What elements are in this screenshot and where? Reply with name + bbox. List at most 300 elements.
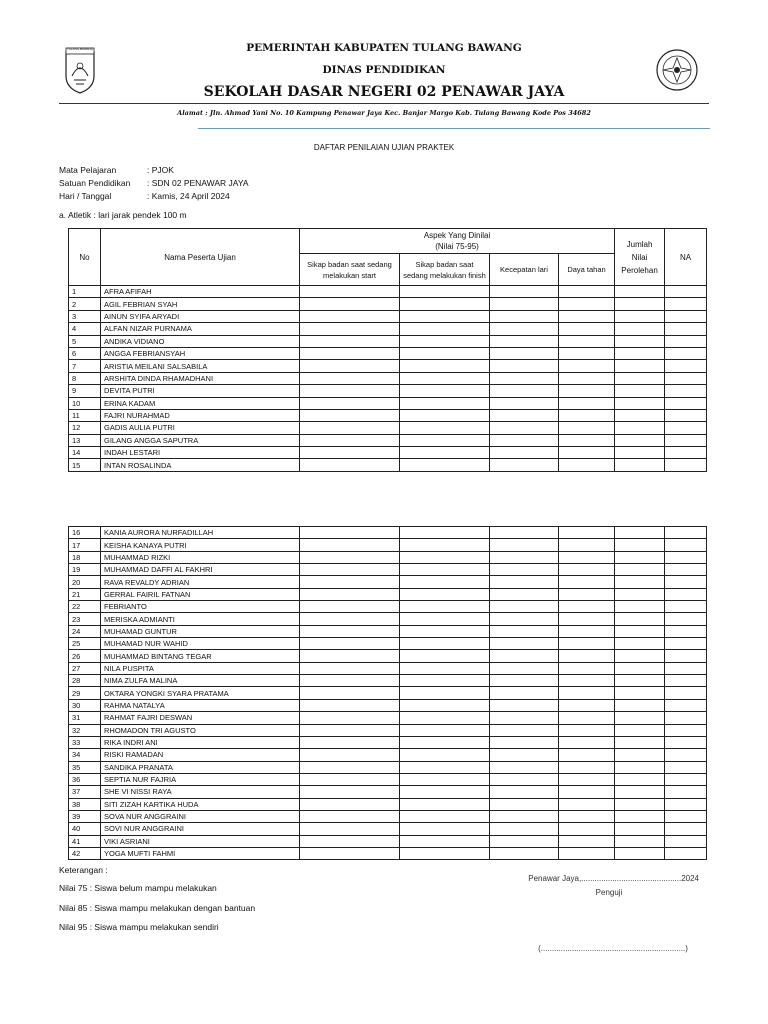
score-cell[interactable] — [559, 724, 615, 736]
score-cell[interactable] — [490, 749, 559, 761]
score-cell[interactable] — [400, 847, 490, 859]
score-cell[interactable] — [615, 650, 665, 662]
row-number: 21 — [69, 588, 101, 600]
score-cell[interactable] — [665, 434, 707, 446]
score-cell[interactable] — [300, 638, 400, 650]
score-cell[interactable] — [490, 588, 559, 600]
score-cell[interactable] — [400, 298, 490, 310]
score-cell[interactable] — [490, 459, 559, 471]
score-cell[interactable] — [490, 397, 559, 409]
score-cell[interactable] — [400, 422, 490, 434]
score-cell[interactable] — [400, 527, 490, 539]
score-cell[interactable] — [400, 650, 490, 662]
score-cell[interactable] — [665, 576, 707, 588]
score-cell[interactable] — [300, 749, 400, 761]
score-cell[interactable] — [615, 601, 665, 613]
score-cell[interactable] — [400, 335, 490, 347]
score-cell[interactable] — [300, 835, 400, 847]
score-cell[interactable] — [615, 409, 665, 421]
score-cell[interactable] — [665, 736, 707, 748]
score-cell[interactable] — [400, 588, 490, 600]
score-cell[interactable] — [400, 564, 490, 576]
score-cell[interactable] — [615, 712, 665, 724]
score-cell[interactable] — [665, 724, 707, 736]
score-cell[interactable] — [300, 335, 400, 347]
table-row — [69, 335, 707, 347]
score-cell[interactable] — [490, 601, 559, 613]
score-cell[interactable] — [615, 773, 665, 785]
score-cell[interactable] — [490, 434, 559, 446]
score-cell[interactable] — [615, 385, 665, 397]
table-row — [69, 773, 707, 785]
score-cell[interactable] — [665, 335, 707, 347]
score-cell[interactable] — [615, 459, 665, 471]
score-cell[interactable] — [400, 576, 490, 588]
score-cell[interactable] — [490, 724, 559, 736]
score-cell[interactable] — [615, 564, 665, 576]
score-cell[interactable] — [615, 422, 665, 434]
score-cell[interactable] — [400, 459, 490, 471]
score-cell[interactable] — [400, 810, 490, 822]
score-cell[interactable] — [300, 310, 400, 322]
score-cell[interactable] — [400, 712, 490, 724]
score-cell[interactable] — [490, 761, 559, 773]
score-cell[interactable] — [490, 323, 559, 335]
score-cell[interactable] — [300, 736, 400, 748]
score-cell[interactable] — [300, 434, 400, 446]
score-cell[interactable] — [559, 298, 615, 310]
score-cell[interactable] — [400, 699, 490, 711]
score-cell[interactable] — [490, 810, 559, 822]
score-cell[interactable] — [400, 360, 490, 372]
score-cell[interactable] — [615, 823, 665, 835]
score-table-2 — [68, 526, 707, 860]
aspect-range: (Nilai 75-95) — [435, 242, 479, 251]
score-cell[interactable] — [559, 310, 615, 322]
table-row — [69, 409, 707, 421]
score-cell[interactable] — [400, 675, 490, 687]
score-cell[interactable] — [615, 625, 665, 637]
score-cell[interactable] — [665, 286, 707, 298]
score-cell[interactable] — [300, 823, 400, 835]
score-cell[interactable] — [490, 310, 559, 322]
score-cell[interactable] — [615, 638, 665, 650]
score-cell[interactable] — [615, 335, 665, 347]
score-cell[interactable] — [490, 576, 559, 588]
score-cell[interactable] — [665, 625, 707, 637]
score-cell[interactable] — [615, 539, 665, 551]
student-name: AFRA AFIFAH — [101, 286, 300, 298]
score-cell[interactable] — [400, 625, 490, 637]
score-cell[interactable] — [665, 687, 707, 699]
score-cell[interactable] — [490, 662, 559, 674]
row-number: 27 — [69, 662, 101, 674]
score-cell[interactable] — [300, 323, 400, 335]
score-cell[interactable] — [615, 736, 665, 748]
score-cell[interactable] — [559, 662, 615, 674]
score-cell[interactable] — [665, 798, 707, 810]
score-cell[interactable] — [490, 539, 559, 551]
table-row — [69, 687, 707, 699]
score-cell[interactable] — [615, 749, 665, 761]
student-name: FEBRIANTO — [101, 601, 300, 613]
score-cell[interactable] — [490, 372, 559, 384]
score-cell[interactable] — [559, 687, 615, 699]
student-name: MUHAMMAD BINTANG TEGAR — [101, 650, 300, 662]
score-cell[interactable] — [559, 638, 615, 650]
score-cell[interactable] — [615, 798, 665, 810]
score-cell[interactable] — [615, 613, 665, 625]
score-cell[interactable] — [300, 650, 400, 662]
score-cell[interactable] — [559, 699, 615, 711]
score-cell[interactable] — [615, 323, 665, 335]
score-cell[interactable] — [400, 409, 490, 421]
score-cell[interactable] — [300, 447, 400, 459]
score-cell[interactable] — [300, 810, 400, 822]
score-cell[interactable] — [400, 724, 490, 736]
student-name: SHE VI NISSI RAYA — [101, 786, 300, 798]
score-cell[interactable] — [615, 310, 665, 322]
score-cell[interactable] — [300, 527, 400, 539]
score-cell[interactable] — [400, 749, 490, 761]
score-cell[interactable] — [665, 323, 707, 335]
score-cell[interactable] — [490, 335, 559, 347]
row-number: 2 — [69, 298, 101, 310]
score-cell[interactable] — [300, 347, 400, 359]
score-cell[interactable] — [559, 459, 615, 471]
score-cell[interactable] — [300, 712, 400, 724]
score-cell[interactable] — [665, 385, 707, 397]
score-cell[interactable] — [559, 761, 615, 773]
score-cell[interactable] — [665, 835, 707, 847]
score-cell[interactable] — [615, 761, 665, 773]
score-cell[interactable] — [665, 409, 707, 421]
score-cell[interactable] — [665, 397, 707, 409]
score-cell[interactable] — [559, 527, 615, 539]
score-cell[interactable] — [300, 699, 400, 711]
score-cell[interactable] — [665, 662, 707, 674]
score-cell[interactable] — [559, 650, 615, 662]
score-cell[interactable] — [559, 397, 615, 409]
score-cell[interactable] — [490, 422, 559, 434]
score-cell[interactable] — [490, 613, 559, 625]
score-cell[interactable] — [490, 847, 559, 859]
score-cell[interactable] — [665, 613, 707, 625]
score-cell[interactable] — [665, 459, 707, 471]
score-cell[interactable] — [559, 749, 615, 761]
row-number: 28 — [69, 675, 101, 687]
score-cell[interactable] — [559, 576, 615, 588]
score-cell[interactable] — [300, 675, 400, 687]
score-cell[interactable] — [665, 564, 707, 576]
score-cell[interactable] — [615, 810, 665, 822]
table-row — [69, 724, 707, 736]
score-cell[interactable] — [490, 687, 559, 699]
score-cell[interactable] — [490, 650, 559, 662]
score-cell[interactable] — [300, 422, 400, 434]
aspect-finish-header: Sikap badan saat sedang melakukan finish — [400, 254, 490, 286]
score-cell[interactable] — [559, 835, 615, 847]
score-cell[interactable] — [615, 397, 665, 409]
student-name: MUHAMMAD RIZKI — [101, 551, 300, 563]
table-row — [69, 662, 707, 674]
row-number: 4 — [69, 323, 101, 335]
score-cell[interactable] — [490, 712, 559, 724]
student-name: GILANG ANGGA SAPUTRA — [101, 434, 300, 446]
score-cell[interactable] — [665, 372, 707, 384]
score-cell[interactable] — [559, 551, 615, 563]
student-name: ARSHITA DINDA RHAMADHANI — [101, 372, 300, 384]
student-name: YOGA MUFTI FAHMI — [101, 847, 300, 859]
score-cell[interactable] — [615, 786, 665, 798]
score-cell[interactable] — [400, 601, 490, 613]
score-cell[interactable] — [559, 613, 615, 625]
score-cell[interactable] — [400, 687, 490, 699]
score-cell[interactable] — [300, 360, 400, 372]
score-cell[interactable] — [400, 539, 490, 551]
score-cell[interactable] — [490, 286, 559, 298]
score-cell[interactable] — [559, 409, 615, 421]
score-cell[interactable] — [559, 786, 615, 798]
score-cell[interactable] — [490, 638, 559, 650]
score-cell[interactable] — [559, 675, 615, 687]
score-cell[interactable] — [615, 527, 665, 539]
score-cell[interactable] — [400, 397, 490, 409]
score-cell[interactable] — [665, 699, 707, 711]
score-cell[interactable] — [665, 761, 707, 773]
score-cell[interactable] — [559, 798, 615, 810]
student-name: INDAH LESTARI — [101, 447, 300, 459]
table-row — [69, 323, 707, 335]
table-row — [69, 613, 707, 625]
score-cell[interactable] — [300, 459, 400, 471]
score-cell[interactable] — [665, 360, 707, 372]
score-cell[interactable] — [300, 551, 400, 563]
score-cell[interactable] — [559, 422, 615, 434]
score-cell[interactable] — [615, 847, 665, 859]
score-cell[interactable] — [400, 323, 490, 335]
score-cell[interactable] — [615, 298, 665, 310]
score-cell[interactable] — [665, 823, 707, 835]
score-cell[interactable] — [300, 564, 400, 576]
score-cell[interactable] — [400, 447, 490, 459]
student-name: SOVA NUR ANGGRAINI — [101, 810, 300, 822]
score-cell[interactable] — [300, 372, 400, 384]
table-row — [69, 835, 707, 847]
score-cell[interactable] — [490, 347, 559, 359]
score-cell[interactable] — [559, 372, 615, 384]
score-cell[interactable] — [665, 773, 707, 785]
student-name: MUHAMAD NUR WAHID — [101, 638, 300, 650]
score-cell[interactable] — [615, 588, 665, 600]
score-cell[interactable] — [559, 847, 615, 859]
score-cell[interactable] — [490, 798, 559, 810]
score-cell[interactable] — [490, 823, 559, 835]
score-cell[interactable] — [559, 335, 615, 347]
score-cell[interactable] — [300, 687, 400, 699]
score-cell[interactable] — [400, 434, 490, 446]
score-cell[interactable] — [615, 372, 665, 384]
score-cell[interactable] — [300, 786, 400, 798]
score-cell[interactable] — [400, 347, 490, 359]
score-cell[interactable] — [615, 447, 665, 459]
row-number: 17 — [69, 539, 101, 551]
score-cell[interactable] — [400, 773, 490, 785]
student-name: RAVA REVALDY ADRIAN — [101, 576, 300, 588]
score-cell[interactable] — [300, 576, 400, 588]
score-cell[interactable] — [490, 699, 559, 711]
score-cell[interactable] — [400, 835, 490, 847]
score-cell[interactable] — [400, 823, 490, 835]
score-cell[interactable] — [300, 773, 400, 785]
score-cell[interactable] — [300, 286, 400, 298]
score-cell[interactable] — [559, 385, 615, 397]
score-cell[interactable] — [615, 724, 665, 736]
score-cell[interactable] — [665, 712, 707, 724]
score-cell[interactable] — [665, 847, 707, 859]
score-cell[interactable] — [400, 798, 490, 810]
score-cell[interactable] — [559, 360, 615, 372]
score-cell[interactable] — [559, 447, 615, 459]
score-cell[interactable] — [559, 286, 615, 298]
score-cell[interactable] — [300, 385, 400, 397]
score-cell[interactable] — [400, 761, 490, 773]
score-cell[interactable] — [400, 551, 490, 563]
score-cell[interactable] — [559, 712, 615, 724]
score-cell[interactable] — [559, 588, 615, 600]
score-cell[interactable] — [300, 724, 400, 736]
score-cell[interactable] — [400, 638, 490, 650]
score-cell[interactable] — [559, 323, 615, 335]
score-cell[interactable] — [559, 773, 615, 785]
aspect-speed-header: Kecepatan lari — [490, 254, 559, 286]
score-cell[interactable] — [559, 347, 615, 359]
score-cell[interactable] — [400, 286, 490, 298]
score-cell[interactable] — [615, 434, 665, 446]
score-cell[interactable] — [559, 625, 615, 637]
score-cell[interactable] — [300, 625, 400, 637]
score-cell[interactable] — [665, 810, 707, 822]
score-cell[interactable] — [300, 798, 400, 810]
score-cell[interactable] — [559, 601, 615, 613]
score-cell[interactable] — [615, 360, 665, 372]
row-number: 32 — [69, 724, 101, 736]
score-cell[interactable] — [300, 601, 400, 613]
score-cell[interactable] — [665, 298, 707, 310]
score-cell[interactable] — [615, 699, 665, 711]
score-cell[interactable] — [300, 761, 400, 773]
table-row — [69, 749, 707, 761]
score-cell[interactable] — [665, 638, 707, 650]
notes-heading: Keterangan : — [59, 865, 108, 875]
score-cell[interactable] — [665, 422, 707, 434]
row-number: 37 — [69, 786, 101, 798]
score-cell[interactable] — [400, 786, 490, 798]
score-cell[interactable] — [559, 434, 615, 446]
score-cell[interactable] — [615, 687, 665, 699]
score-cell[interactable] — [490, 385, 559, 397]
score-cell[interactable] — [665, 588, 707, 600]
table-row — [69, 286, 707, 298]
score-cell[interactable] — [615, 835, 665, 847]
score-cell[interactable] — [665, 786, 707, 798]
row-number: 5 — [69, 335, 101, 347]
score-cell[interactable] — [490, 298, 559, 310]
score-cell[interactable] — [300, 613, 400, 625]
score-cell[interactable] — [400, 613, 490, 625]
score-cell[interactable] — [490, 786, 559, 798]
score-cell[interactable] — [400, 736, 490, 748]
score-cell[interactable] — [615, 662, 665, 674]
score-cell[interactable] — [300, 588, 400, 600]
score-cell[interactable] — [559, 736, 615, 748]
table-row — [69, 372, 707, 384]
score-cell[interactable] — [300, 298, 400, 310]
score-cell[interactable] — [665, 527, 707, 539]
student-name: RISKI RAMADAN — [101, 749, 300, 761]
score-cell[interactable] — [665, 347, 707, 359]
score-cell[interactable] — [300, 539, 400, 551]
agency-heading: DINAS PENDIDIKAN — [322, 64, 446, 76]
score-cell[interactable] — [300, 847, 400, 859]
score-cell[interactable] — [300, 397, 400, 409]
score-cell[interactable] — [490, 773, 559, 785]
student-name: VIKI ASRIANI — [101, 835, 300, 847]
score-cell[interactable] — [665, 447, 707, 459]
table-row — [69, 385, 707, 397]
col-total-header: Jumlah Nilai Perolehan — [615, 229, 665, 286]
row-number: 42 — [69, 847, 101, 859]
score-cell[interactable] — [559, 539, 615, 551]
score-cell[interactable] — [490, 625, 559, 637]
score-cell[interactable] — [490, 736, 559, 748]
score-cell[interactable] — [490, 447, 559, 459]
score-cell[interactable] — [665, 601, 707, 613]
score-cell[interactable] — [665, 539, 707, 551]
score-cell[interactable] — [300, 409, 400, 421]
score-cell[interactable] — [615, 551, 665, 563]
score-table-1 — [68, 228, 707, 472]
score-cell[interactable] — [615, 675, 665, 687]
score-cell[interactable] — [665, 310, 707, 322]
score-cell[interactable] — [490, 835, 559, 847]
score-cell[interactable] — [300, 662, 400, 674]
score-cell[interactable] — [490, 675, 559, 687]
score-cell[interactable] — [400, 310, 490, 322]
score-cell[interactable] — [490, 409, 559, 421]
score-cell[interactable] — [665, 551, 707, 563]
score-cell[interactable] — [559, 810, 615, 822]
score-cell[interactable] — [665, 749, 707, 761]
score-cell[interactable] — [559, 823, 615, 835]
score-cell[interactable] — [400, 662, 490, 674]
table-row — [69, 576, 707, 588]
score-cell[interactable] — [490, 551, 559, 563]
score-cell[interactable] — [559, 564, 615, 576]
student-name: GADIS AULIA PUTRI — [101, 422, 300, 434]
score-cell[interactable] — [615, 286, 665, 298]
score-cell[interactable] — [490, 360, 559, 372]
score-cell[interactable] — [400, 372, 490, 384]
score-cell[interactable] — [400, 385, 490, 397]
score-cell[interactable] — [490, 564, 559, 576]
score-cell[interactable] — [490, 527, 559, 539]
student-name: NIMA ZULFA MALINA — [101, 675, 300, 687]
score-cell[interactable] — [665, 650, 707, 662]
score-cell[interactable] — [615, 576, 665, 588]
score-cell[interactable] — [665, 675, 707, 687]
score-cell[interactable] — [615, 347, 665, 359]
